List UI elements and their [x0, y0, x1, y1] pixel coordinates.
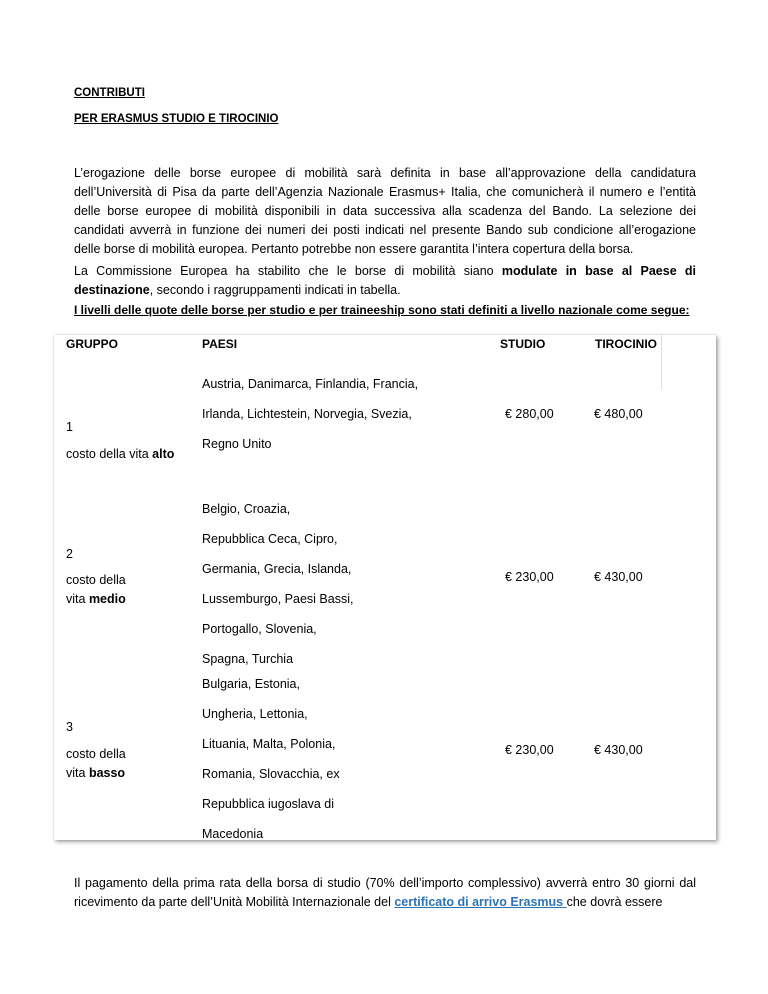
- country-line: Spagna, Turchia: [202, 652, 294, 666]
- row-1-studio: € 280,00: [505, 407, 554, 421]
- row-3-tirocinio: € 430,00: [594, 743, 643, 757]
- commission-text-c: , secondo i raggruppamenti indicati in tabella.: [149, 283, 401, 297]
- row-3-cost: [66, 745, 126, 783]
- row-2-tirocinio: € 430,00: [594, 570, 643, 584]
- country-line: Irlanda, Lichtestein, Norvegia, Svezia,: [202, 407, 412, 421]
- commission-text-bold: modulate in base al Paese di destinazione: [74, 264, 697, 297]
- row-3-cost-level: basso: [88, 766, 126, 780]
- country-line: Austria, Danimarca, Finlandia, Francia,: [202, 377, 419, 391]
- certificate-link[interactable]: certificato di arrivo Erasmus: [394, 895, 567, 909]
- country-line: Belgio, Croazia,: [202, 502, 291, 516]
- column-divider: [661, 335, 662, 389]
- row-3-countries: [202, 675, 340, 855]
- row-3-cost-prefix2: vita: [66, 766, 89, 780]
- country-line: Portogallo, Slovenia,: [202, 622, 317, 636]
- row-1-cost-prefix: costo della vita: [66, 447, 153, 461]
- row-1-group-number: 1: [66, 420, 73, 434]
- row-1-cost: [66, 445, 174, 464]
- grant-table: [54, 335, 716, 840]
- country-line: Bulgaria, Estonia,: [202, 677, 300, 691]
- row-2-cost: [66, 571, 126, 609]
- header-tirocinio: TIROCINIO: [595, 337, 657, 351]
- title-erasmus: PER ERASMUS STUDIO E TIROCINIO: [74, 113, 279, 125]
- commission-paragraph: [74, 262, 696, 300]
- levels-heading: I livelli delle quote delle borse per studio e per traineeship sono stati definiti a livello nazionale come segue:: [74, 303, 690, 317]
- country-line: Regno Unito: [202, 437, 272, 451]
- row-2-cost-level: medio: [88, 592, 126, 606]
- row-2-cost-prefix1: costo della: [66, 573, 126, 587]
- row-2-studio: € 230,00: [505, 570, 554, 584]
- country-line: Repubblica iugoslava di: [202, 797, 335, 811]
- row-3-cost-prefix1: costo della: [66, 747, 126, 761]
- row-3-studio: € 230,00: [505, 743, 554, 757]
- country-line: Romania, Slovacchia, ex: [202, 767, 340, 781]
- row-1-countries: [202, 375, 418, 465]
- row-1-cost-level: alto: [152, 447, 175, 461]
- country-line: Lussemburgo, Paesi Bassi,: [202, 592, 354, 606]
- country-line: Macedonia: [202, 827, 264, 841]
- country-line: Ungheria, Lettonia,: [202, 707, 308, 721]
- header-studio: STUDIO: [500, 337, 546, 351]
- commission-text-a: La Commissione Europea ha stabilito che le borse di mobilità siano: [74, 264, 502, 278]
- header-gruppo: GRUPPO: [66, 337, 119, 351]
- payment-text-a: Il pagamento della prima rata della borsa di studio (70% dell’importo complessivo) avverrà entro 30 giorni dal ricevimento da parte dell’Unità Mobilità Internazionale del: [74, 876, 696, 909]
- country-line: Repubblica Ceca, Cipro,: [202, 532, 338, 546]
- payment-paragraph: [74, 874, 696, 912]
- row-1-tirocinio: € 480,00: [594, 407, 643, 421]
- country-line: Germania, Grecia, Islanda,: [202, 562, 352, 576]
- intro-paragraph: L’erogazione delle borse europee di mobilità sarà definita in base all’approvazione della candidatura dell’Università di Pisa da parte dell’Agenzia Nazionale Erasmus+ Italia, che comunicherà il numero e l’entità delle borse europee di mobilità disponibili in data successiva alla scadenza del Bando. La selezione dei candidati avverrà in funzione dei numeri dei posti indicati nel presente Bando sub condicione all’erogazione delle borse di mobilità europea. Pertanto potrebbe non essere garantita l’intera copertura della borsa.: [74, 166, 696, 256]
- title-contributi: CONTRIBUTI: [74, 87, 145, 99]
- row-3-group-number: 3: [66, 720, 73, 734]
- row-2-cost-prefix2: vita: [66, 592, 89, 606]
- country-line: Lituania, Malta, Polonia,: [202, 737, 336, 751]
- row-2-group-number: 2: [66, 547, 73, 561]
- header-paesi: PAESI: [202, 337, 238, 351]
- row-2-countries: [202, 500, 353, 680]
- payment-text-c: che dovrà essere: [566, 895, 663, 909]
